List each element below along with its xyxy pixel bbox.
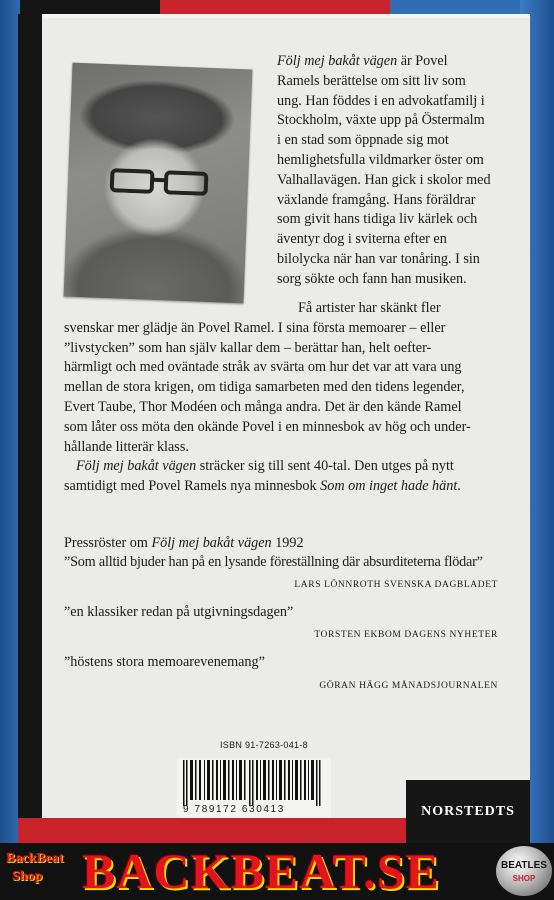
left-logo-line-2: Shop	[12, 869, 43, 884]
para3-line-2-pre: samtidigt med Povel Ramels nya minnesbok	[64, 478, 321, 495]
para2-line: som låter oss möta den okände Povel i en minnesbok av hög och under-	[64, 418, 471, 435]
press-heading-pre: Pressröster om	[64, 535, 152, 551]
para2-line: mellan de stora krigen, om tidiga samarbeten med den tidens legender,	[64, 379, 465, 396]
publisher-logo	[406, 780, 530, 843]
top-red-stripe	[160, 0, 390, 14]
para3-line-1	[64, 457, 530, 477]
intro-line: växlande framgång. Hans föräldrar	[277, 191, 476, 208]
intro-paragraph	[277, 52, 527, 290]
intro-line-1-rest: är Povel	[397, 53, 448, 69]
barcode-icon	[177, 760, 331, 806]
right-logo-line-2: SHOP	[512, 874, 536, 883]
backbeat-main-logo: BACKBEAT.SE	[82, 843, 440, 899]
para2-line-1: Få artister har skänkt fler	[298, 300, 441, 316]
book-title-italic: Följ mej bakåt vägen	[151, 535, 272, 551]
intro-line: Stockholm, växte upp på Östermalm	[277, 112, 485, 129]
para2-line: Evert Taube, Thor Modéen och många andra. Det är den kände Ramel	[64, 398, 462, 415]
intro-line: äventyr dog i sviterna efter en	[277, 231, 447, 248]
publisher-name: NORSTEDTS	[421, 803, 515, 819]
intro-line: Ramels berättelse om sitt liv som	[277, 72, 466, 89]
quote-source-3: GÖRAN HÄGG MÅNADSJOURNALEN	[319, 681, 498, 691]
para3-line-1-rest: sträcker sig till sent 40-tal. Den utges på nytt	[196, 458, 454, 475]
para3-line-2	[64, 477, 530, 497]
book-title-italic: Följ mej bakåt vägen	[277, 53, 398, 69]
press-heading-post: 1992	[271, 535, 304, 551]
press-quote-3: ”höstens stora memoarevenemang”	[64, 654, 265, 670]
quote-source-1: LARS LÖNNROTH SVENSKA DAGBLADET	[294, 580, 498, 590]
para2-line: hållande litterär klass.	[64, 438, 189, 455]
intro-line: bilolycka när han var tonåring. I sin	[277, 250, 480, 267]
new-book-title-italic: Som om inget hade hänt	[320, 478, 458, 495]
paper-top-edge	[42, 14, 530, 18]
quote-source-2: TORSTEN EKBOM DAGENS NYHETER	[314, 630, 498, 640]
bottom-red-stripe	[18, 818, 406, 843]
barcode-number: 9 789172 630413	[183, 804, 285, 815]
intro-line: ung. Han föddes i en advokatfamilj i	[277, 92, 485, 109]
author-photo	[64, 63, 253, 304]
top-blue-stripe	[390, 0, 520, 14]
glasses-icon	[108, 166, 214, 196]
para3-line-2-post: .	[457, 478, 461, 495]
press-quote-2: ”en klassiker redan på utgivningsdagen”	[64, 604, 294, 620]
second-paragraph	[64, 299, 530, 497]
backbeat-shop-logo	[4, 845, 70, 897]
press-heading	[64, 534, 530, 554]
para2-line: ”livstycken” som han själv kallar dem – berättar han, helt oefter-	[64, 339, 432, 356]
para2-line: svenskar mer glädje än Povel Ramel. I sina första memoarer – eller	[64, 319, 446, 336]
book-title-italic: Följ mej bakåt vägen	[76, 458, 197, 475]
press-quote-1: ”Som alltid bjuder han på en lysande föreställning där absurditeterna flödar”	[64, 554, 483, 570]
beatles-shop-logo	[496, 846, 552, 896]
intro-line: hemlighetsfulla vildmarker öster om	[277, 151, 484, 168]
para2-line: härmligt och med oväntade stråk av svärta om hur det var att vara ung	[64, 359, 462, 376]
isbn-text: ISBN 91-7263-041-8	[220, 740, 308, 750]
top-black-stripe	[20, 0, 160, 14]
intro-line: sorg sökte och fann han musiken.	[277, 270, 467, 287]
intro-line: Valhallavägen. Han gick i skolor med	[277, 171, 491, 188]
intro-line: i en stad som öppnade sig mot	[277, 132, 449, 149]
intro-line: som givit hans tidiga liv kärlek och	[277, 211, 478, 228]
right-logo-line-1: BEATLES	[501, 860, 547, 871]
intro-line-1	[277, 52, 527, 72]
left-logo-line-1: BackBeat	[6, 851, 64, 866]
left-black-frame	[18, 14, 42, 842]
